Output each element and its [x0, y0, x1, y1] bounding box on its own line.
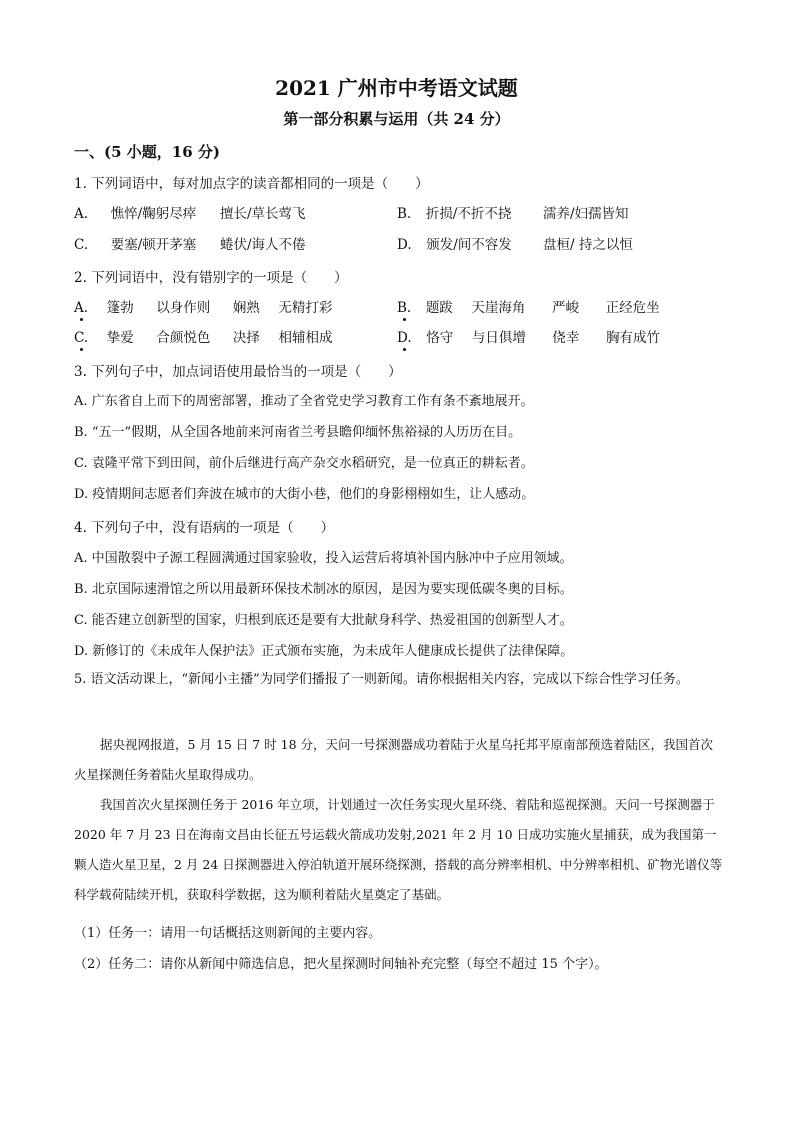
- option-word: 颁发/间不容发: [426, 237, 512, 253]
- task-1: （1）任务一：请用一句话概括这则新闻的主要内容。: [74, 926, 382, 941]
- task-2: （2）任务二：请你从新闻中筛选信息，把火星探测时间轴补充完整（每空不超过 15 个字）。: [74, 957, 608, 972]
- word: 与日俱增: [471, 330, 526, 346]
- word: 题跋: [425, 300, 453, 316]
- word: 天崖海角: [471, 300, 526, 316]
- word: 胸有成竹: [606, 330, 661, 346]
- word: 无精打彩: [278, 300, 333, 316]
- q3-option-a: A. 广东省自上而下的周密部署，推动了全省党史学习教育工作有条不紊地展开。: [74, 394, 534, 409]
- word: 恪守: [426, 330, 454, 346]
- question-4-stem: 4. 下列句子中，没有语病的一项是（ ）: [74, 520, 335, 536]
- option-letter: C.: [74, 237, 89, 253]
- q4-option-d: D. 新修订的《未成年人保护法》正式颁布实施，为未成年人健康成长提供了法律保障。: [74, 644, 574, 659]
- q1-option-b: [397, 202, 511, 222]
- option-letter: B.: [397, 300, 412, 316]
- option-letter: A.: [74, 300, 89, 316]
- word: 严峻: [552, 300, 579, 316]
- option-word: 要塞/顿开茅塞: [110, 237, 197, 253]
- q1-option-a-second: 擅长/草长莺飞: [220, 206, 306, 222]
- q1-option-d: [397, 233, 512, 253]
- q2-option-b: [397, 296, 660, 316]
- q2-option-a: [74, 296, 332, 316]
- option-letter: C.: [74, 330, 89, 346]
- option-letter: B.: [397, 206, 412, 222]
- option-word: 憔悴/鞠躬尽瘁: [110, 206, 197, 222]
- word: 侥幸: [552, 330, 580, 346]
- question-3-stem: 3. 下列句子中，加点词语使用最恰当的一项是（ ）: [74, 364, 402, 380]
- word: 挚爱: [106, 330, 134, 346]
- question-2-stem: 2. 下列词语中，没有错别字的一项是（ ）: [74, 270, 348, 286]
- question-5-stem: 5. 语文活动课上，“新闻小主播”为同学们播报了一则新闻。请你根据相关内容，完成以下综合性学习任务。: [74, 672, 689, 687]
- part-subtitle: 第一部分积累与运用（共 24 分）: [283, 110, 510, 128]
- option-letter: D.: [397, 330, 412, 346]
- q4-option-b: B. 北京国际速滑馆之所以用最新环保技术制冰的原因，是因为要实现低碳冬奥的目标。: [74, 582, 573, 597]
- option-word: 折损/不折不挠: [425, 206, 512, 222]
- q1-option-a: [74, 202, 196, 222]
- word: 正经危坐: [605, 300, 660, 316]
- q1-option-d-second: 盘桓/ 持之以恒: [543, 237, 633, 253]
- word: 以身作则: [156, 300, 211, 316]
- news-paragraph-2: 我国首次火星探测任务于 2016 年立项，计划通过一次任务实现火星环绕、着陆和巡视探测。天问一号探测器于 2020 年 7 月 23 日在海南文昌由长征五号运载火箭成功发射,2021 年 2 月 10 日成功实施火星捕获，成为我国第一颗人造火星卫星，2 月 24 日探测器进入停泊轨道开展环绕探测，搭载的高分辨率相机、中分辨率相机、矿物光谱仪等科学载荷陆续开机，获取科学数据，这为顺利着陆火星奠定了基础。: [74, 797, 723, 902]
- section-heading: 一、(5 小题，16 分): [74, 143, 220, 161]
- news-paragraph-1: 据央视网报道，5 月 15 日 7 时 18 分，天问一号探测器成功着陆于火星乌托邦平原南部预选着陆区，我国首次火星探测任务着陆火星取得成功。: [74, 737, 714, 782]
- word: 决择: [232, 330, 260, 346]
- option-letter: A.: [74, 206, 89, 222]
- word: 合颜悦色: [156, 330, 211, 346]
- word: 篷勃: [106, 300, 134, 316]
- q1-option-c-second: 蜷伏/诲人不倦: [220, 237, 306, 253]
- q2-option-c: [74, 326, 333, 346]
- q1-option-c: [74, 233, 196, 253]
- q3-option-c: C. 袁隆平常下到田间，前仆后继进行高产杂交水稻研究，是一位真正的耕耘者。: [74, 456, 534, 471]
- q4-option-a: A. 中国散裂中子源工程圆满通过国家验收，投入运营后将填补国内脉冲中子应用领域。: [74, 551, 573, 566]
- question-1-stem: 1. 下列词语中，每对加点字的读音都相同的一项是（ ）: [74, 176, 429, 192]
- q4-option-c: C. 能否建立创新型的国家，归根到底还是要有大批献身科学、热爱祖国的创新型人才。: [74, 613, 573, 628]
- q2-option-d: [397, 326, 660, 346]
- option-letter: D.: [397, 237, 412, 253]
- page-title: 2021 广州市中考语文试题: [275, 76, 518, 100]
- q3-option-b: B. “五一”假期，从全国各地前来河南省兰考县瞻仰缅怀焦裕禄的人历历在目。: [74, 425, 522, 440]
- q3-option-d: D. 疫情期间志愿者们奔波在城市的大街小巷，他们的身影栩栩如生，让人感动。: [74, 487, 535, 502]
- q1-option-b-second: 濡养/妇孺皆知: [543, 206, 629, 222]
- word: 娴熟: [232, 300, 260, 316]
- word: 相辅相成: [278, 330, 333, 346]
